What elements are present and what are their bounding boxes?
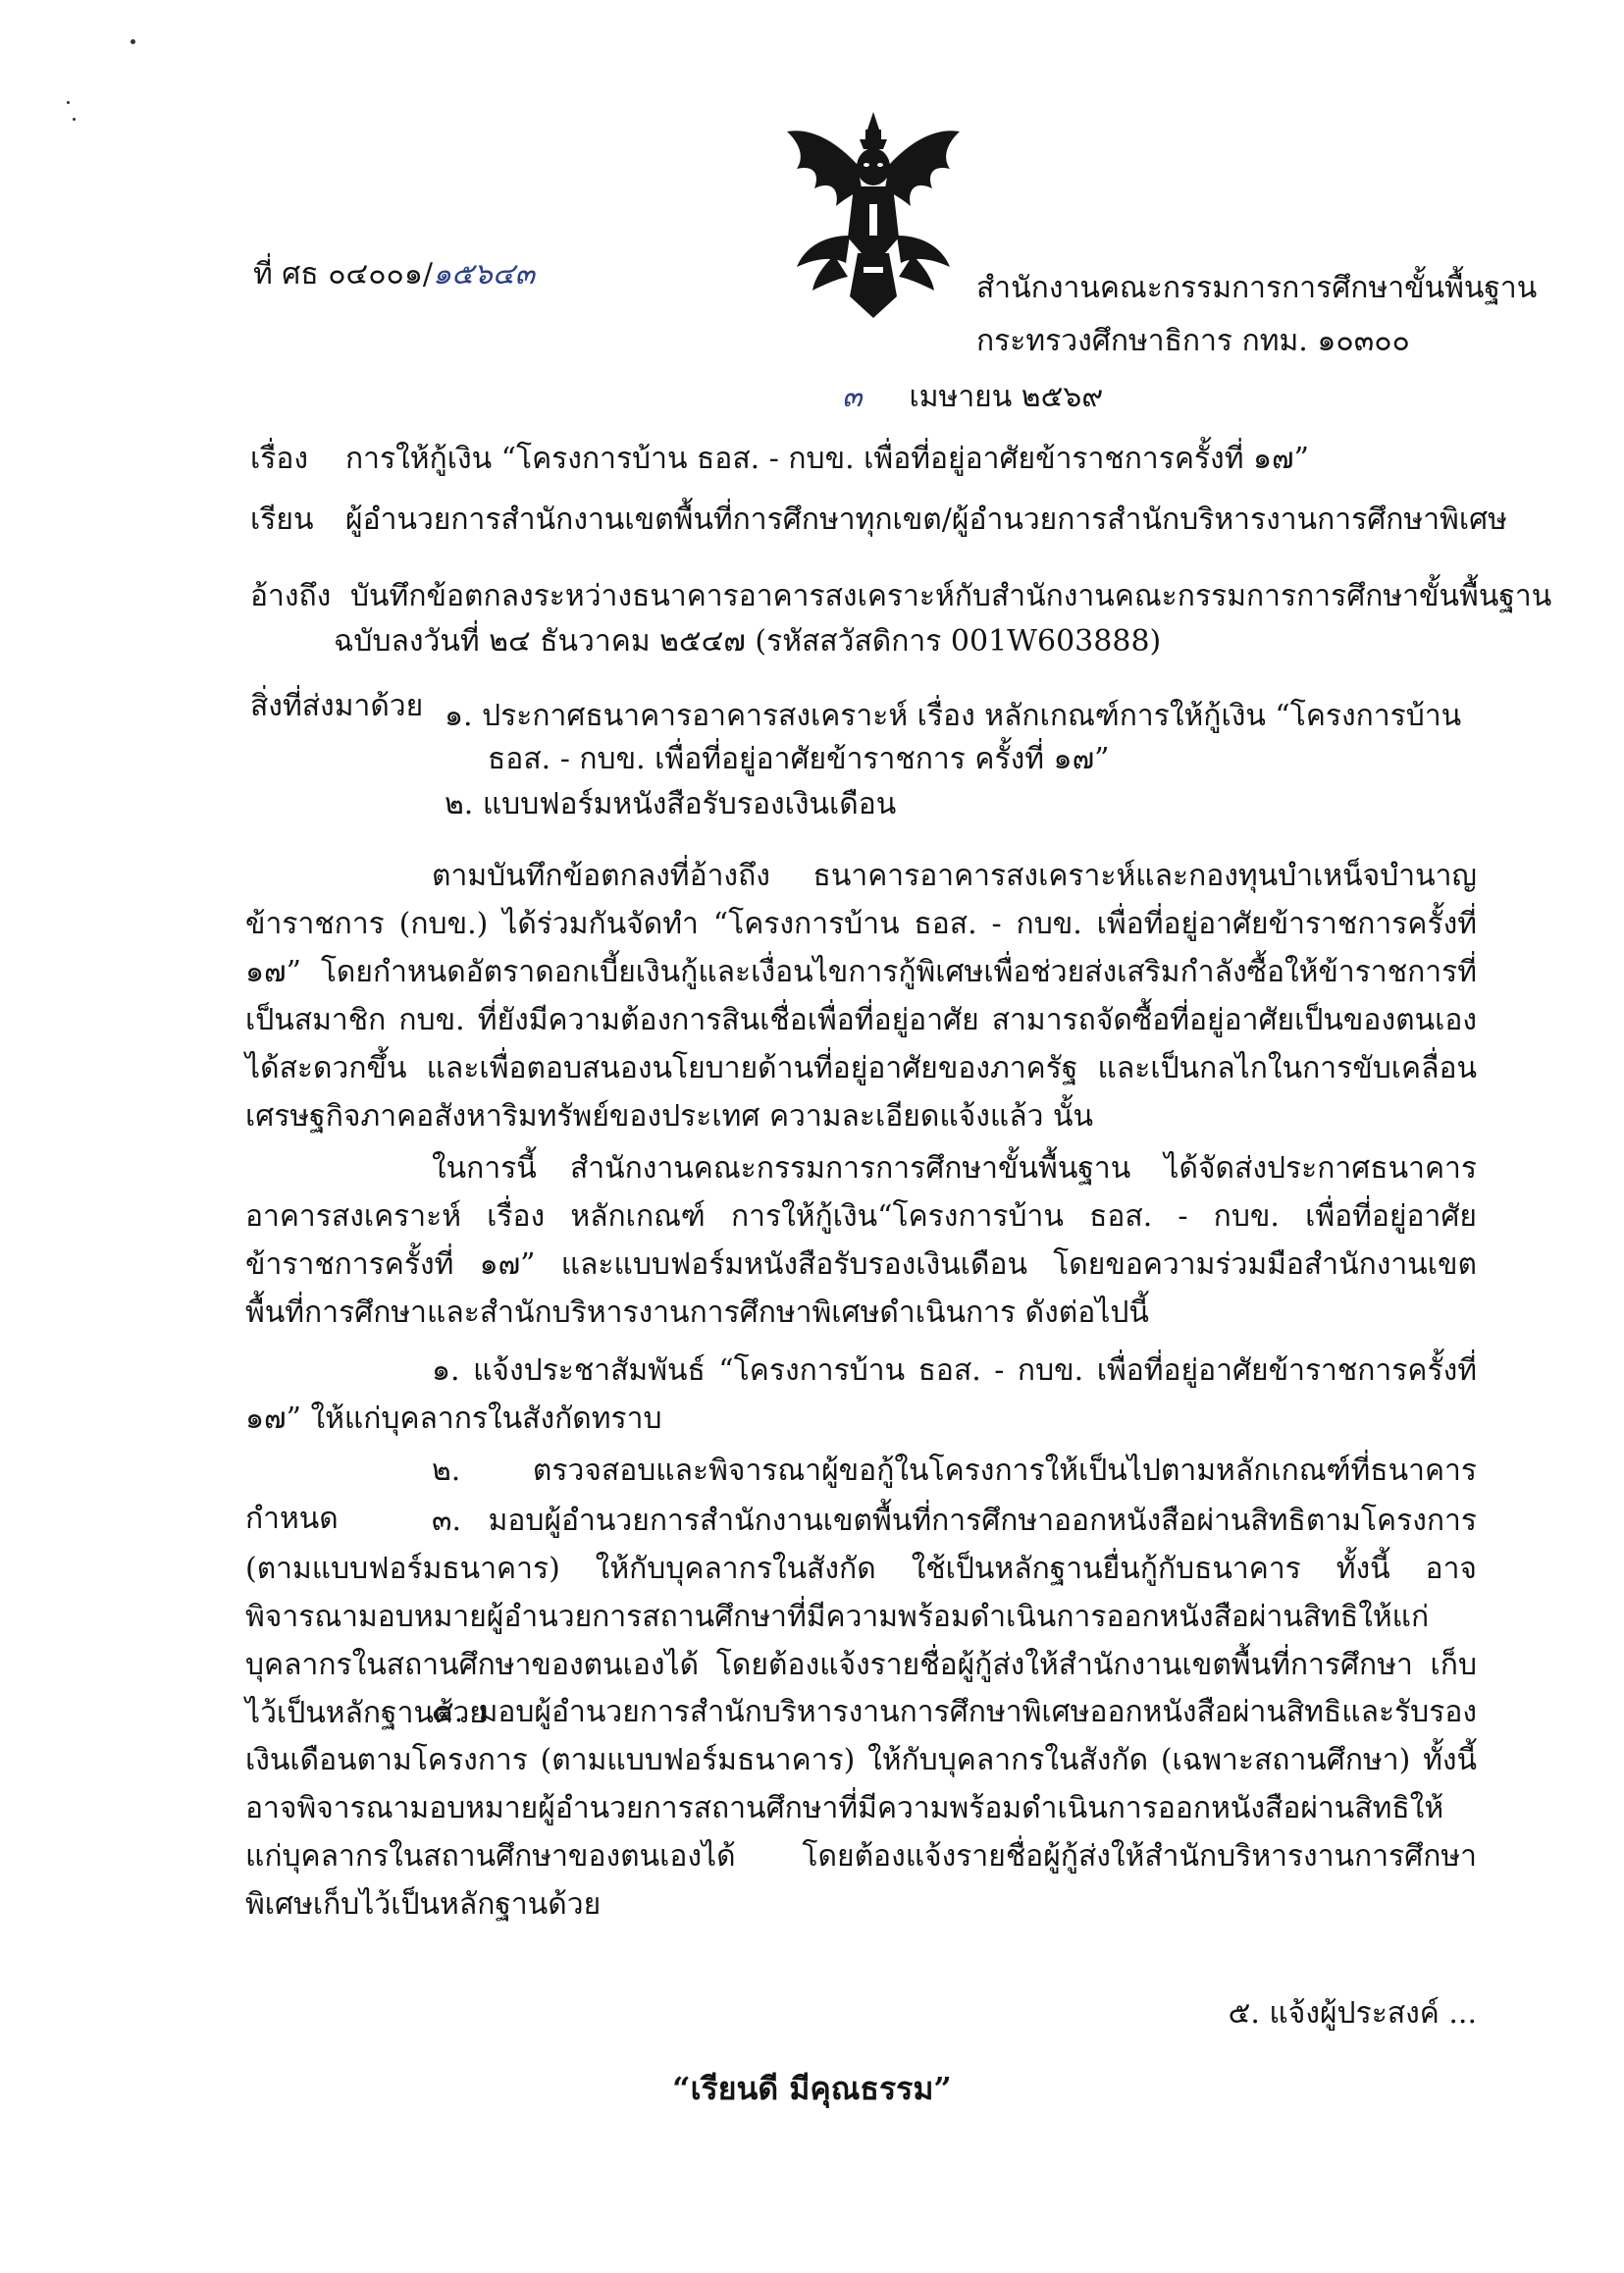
recipient-label: เรียน [250,502,314,537]
recipient-text: ผู้อำนวยการสำนักงานเขตพื้นที่การศึกษาทุกเขต/ผู้อำนวยการสำนักบริหารงานการศึกษาพิเศษ [345,502,1507,537]
scan-speck [131,39,135,44]
document-date [842,376,1103,419]
action-item-1: ๑. แจ้งประชาสัมพันธ์ “โครงการบ้าน ธอส. - กบข. เพื่อที่อยู่อาศัยข้าราชการครั้งที่ ๑๗” ให้แก่บุคลากรในสังกัดทราบ [245,1353,1477,1436]
enclosure-item-1: ๑. ประกาศธนาคารอาคารสงเคราะห์ เรื่อง หลักเกณฑ์การให้กู้เงิน “โครงการบ้าน [445,699,1462,733]
garuda-emblem [775,110,971,321]
reference-line-2: ฉบับลงวันที่ ๒๔ ธันวาคม ๒๕๔๗ (รหัสสวัสดิการ 001W603888) [334,624,1162,659]
reference-line-1: บันทึกข้อตกลงระหว่างธนาคารอาคารสงเคราะห์กับสำนักงานคณะกรรมการการศึกษาขั้นพื้นฐาน [350,579,1552,613]
enclosure-item-1-cont: ธอส. - กบข. เพื่อที่อยู่อาศัยข้าราชการ ครั้งที่ ๑๗” [488,742,1110,776]
enclosure-item-2: ๒. แบบฟอร์มหนังสือรับรองเงินเดือน [445,787,897,821]
reference-label: อ้างถึง [250,579,332,613]
handwritten-reference: ๑๕๖๔๓ [433,257,536,291]
action-item-4: ๔. มอบผู้อำนวยการสำนักบริหารงานการศึกษาพิเศษออกหนังสือผ่านสิทธิและรับรองเงินเดือนตามโครงการ (ตามแบบฟอร์มธนาคาร) ให้กับบุคลากรในสังกัด (เฉพาะสถานศึกษา) ทั้งนี้ อาจพิจารณามอบหมายผู้อำนวยการสถานศึกษาที่มีความพร้อมดำเนินการออกหนังสือผ่านสิทธิให้แก่บุคลากรในสถานศึกษาของตนเองได้ โดยต้องแจ้งรายชื่อผู้กู้ส่งให้สำนักบริหารงานการศึกษาพิเศษเก็บไว้เป็นหลักฐานด้วย [245,1695,1477,1922]
action-item-3: ๓. มอบผู้อำนวยการสำนักงานเขตพื้นที่การศึกษาออกหนังสือผ่านสิทธิตามโครงการ (ตามแบบฟอร์มธนาคาร) ให้กับบุคลากรในสังกัด ใช้เป็นหลักฐานยื่นกู้กับธนาคาร ทั้งนี้ อาจพิจารณามอบหมายผู้อำนวยการสถานศึกษาที่มีความพร้อมดำเนินการออกหนังสือผ่านสิทธิให้แก่บุคลากรในสถานศึกษาของตนเองได้ โดยต้องแจ้งรายชื่อผู้กู้ส่งให้สำนักงานเขตพื้นที่การศึกษา เก็บไว้เป็นหลักฐานด้วย [245,1504,1477,1730]
body-paragraph-2: ในการนี้ สำนักงานคณะกรรมการการศึกษาขั้นพื้นฐาน ได้จัดส่งประกาศธนาคารอาคารสงเคราะห์ เรื่อง หลักเกณฑ์ การให้กู้เงิน“โครงการบ้าน ธอส. - กบข. เพื่อที่อยู่อาศัยข้าราชการครั้งที่ ๑๗” และแบบฟอร์มหนังสือรับรองเงินเดือน โดยขอความร่วมมือสำนักงานเขตพื้นที่การศึกษาและสำนักบริหารงานการศึกษาพิเศษดำเนินการ ดังต่อไปนี้ [245,1151,1477,1330]
enclosures-label: สิ่งที่ส่งมาด้วย [250,689,424,723]
handwritten-date-day: ๓ [842,380,863,414]
continuation-note: ๕. แจ้งผู้ประสงค์ ... [1228,1996,1477,2031]
reference-number [253,253,535,296]
body-paragraph-1: ตามบันทึกข้อตกลงที่อ้างถึง ธนาคารอาคารสงเคราะห์และกองทุนบำเหน็จบำนาญข้าราชการ (กบข.) ได้ร่วมกันจัดทำ “โครงการบ้าน ธอส. - กบข. เพื่อที่อยู่อาศัยข้าราชการครั้งที่ ๑๗” โดยกำหนดอัตราดอกเบี้ยเงินกู้และเงื่อนไขการกู้พิเศษเพื่อช่วยส่งเสริมกำลังซื้อให้ข้าราชการที่เป็นสมาชิก กบข. ที่ยังมีความต้องการสินเชื่อเพื่อที่อยู่อาศัย สามารถจัดซื้อที่อยู่อาศัยเป็นของตนเองได้สะดวกขึ้น และเพื่อตอบสนองนโยบายด้านที่อยู่อาศัยของภาครัฐ และเป็นกลไกในการขับเคลื่อนเศรษฐกิจภาคอสังหาริมทรัพย์ของประเทศ ความละเอียดแจ้งแล้ว นั้น [245,859,1477,1134]
subject-text: การให้กู้เงิน “โครงการบ้าน ธอส. - กบข. เพื่อที่อยู่อาศัยข้าราชการครั้งที่ ๑๗” [345,442,1309,476]
office-address: กระทรวงศึกษาธิการ กทม. ๑๐๓๐๐ [976,324,1410,358]
subject-label: เรื่อง [250,442,309,476]
scan-speck [67,101,70,104]
date-month-year: เมษายน ๒๕๖๙ [909,380,1104,414]
office-name: สำนักงานคณะกรรมการการศึกษาขั้นพื้นฐาน [976,271,1538,305]
motto: “เรียนดี มีคุณธรรม” [672,2070,952,2107]
scan-speck [73,118,76,121]
reference-prefix: ที่ ศธ ๐๔๐๐๑/ [253,257,433,291]
action-item-2: ๒. ตรวจสอบและพิจารณาผู้ขอกู้ในโครงการให้เป็นไปตามหลักเกณฑ์ที่ธนาคารกำหนด [245,1454,1477,1536]
